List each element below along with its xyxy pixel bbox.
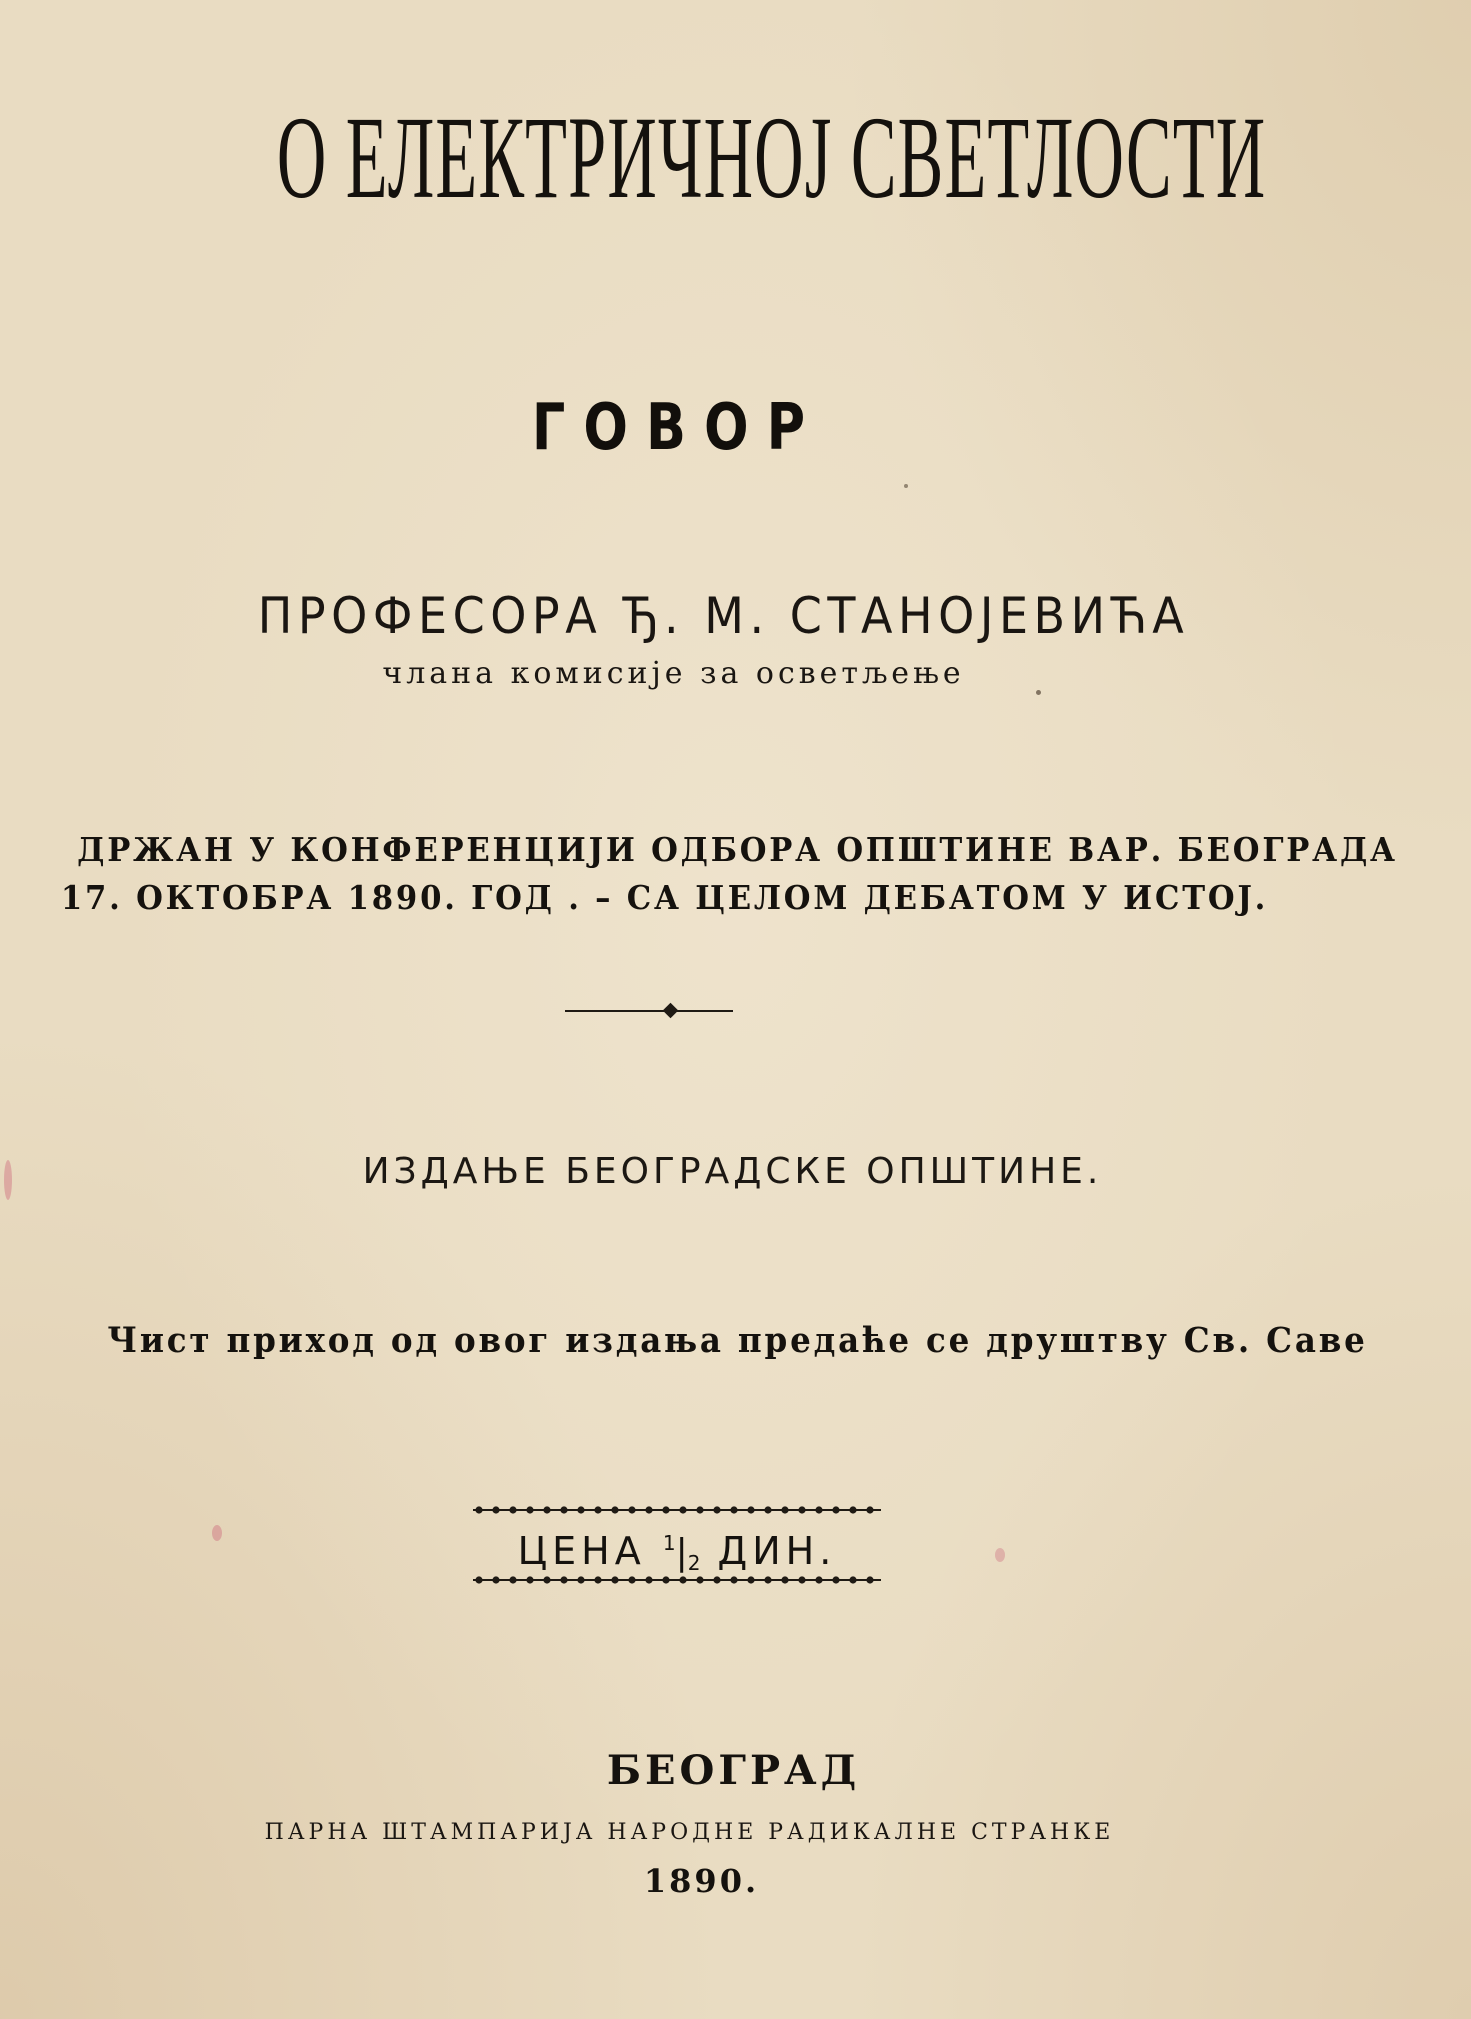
- bead: [628, 1576, 635, 1583]
- bead: [543, 1576, 550, 1583]
- edition-line: ИЗДАЊЕ БЕОГРАДСКЕ ОПШТИНЕ.: [362, 1151, 1103, 1192]
- bead: [611, 1506, 618, 1513]
- bead: [815, 1576, 822, 1583]
- ornament-dot: [663, 1003, 679, 1019]
- paper-fleck: [904, 484, 908, 488]
- author-role: члана комисије за осветљење: [382, 656, 965, 691]
- bead: [526, 1506, 533, 1513]
- bead: [594, 1576, 601, 1583]
- bead: [781, 1506, 788, 1513]
- bead: [849, 1506, 856, 1513]
- bead: [475, 1506, 482, 1513]
- bead: [696, 1576, 703, 1583]
- ornament-rule: [565, 1010, 733, 1012]
- bead: [594, 1506, 601, 1513]
- bead: [815, 1506, 822, 1513]
- bead: [577, 1576, 584, 1583]
- bead: [560, 1576, 567, 1583]
- bead: [713, 1576, 720, 1583]
- imprint-year: 1890.: [643, 1862, 760, 1900]
- bead: [509, 1576, 516, 1583]
- bead: [849, 1576, 856, 1583]
- bead: [747, 1506, 754, 1513]
- beaded-rule-top: [473, 1504, 881, 1516]
- imprint-printer: ПАРНА ШТАМПАРИЈА НАРОДНЕ РАДИКАЛНЕ СТРАНКЕ: [264, 1820, 1115, 1845]
- bead: [645, 1576, 652, 1583]
- bead: [560, 1506, 567, 1513]
- paper-fleck: [995, 1548, 1005, 1562]
- paper-fleck: [212, 1525, 222, 1541]
- fraction-denominator: 2: [687, 1551, 701, 1575]
- bead: [781, 1576, 788, 1583]
- bead: [696, 1506, 703, 1513]
- price-box: [473, 1500, 881, 1590]
- price-word: ЦЕНА: [517, 1529, 646, 1573]
- book-title: О ЕЛЕКТРИЧНОЈ СВЕТЛОСТИ: [276, 92, 1267, 223]
- bead: [645, 1506, 652, 1513]
- bead: [628, 1506, 635, 1513]
- bead: [832, 1576, 839, 1583]
- fraction-numerator: 1: [662, 1531, 676, 1555]
- bead: [543, 1506, 550, 1513]
- bead: [526, 1576, 533, 1583]
- bead: [577, 1506, 584, 1513]
- imprint-city: БЕОГРАД: [606, 1747, 861, 1794]
- bead: [679, 1576, 686, 1583]
- bead: [475, 1576, 482, 1583]
- paper-fleck: [4, 1160, 12, 1200]
- bead: [798, 1576, 805, 1583]
- bead: [798, 1506, 805, 1513]
- bead: [492, 1576, 499, 1583]
- bead: [764, 1506, 771, 1513]
- beaded-rule-bottom: [473, 1574, 881, 1586]
- bead: [611, 1576, 618, 1583]
- bead: [713, 1506, 720, 1513]
- price-currency: ДИН.: [717, 1529, 837, 1573]
- bead: [832, 1506, 839, 1513]
- bead: [866, 1506, 873, 1513]
- paper-fleck: [1036, 690, 1041, 695]
- bead: [764, 1576, 771, 1583]
- document-type: ГОВОР: [531, 391, 824, 465]
- bead: [730, 1576, 737, 1583]
- bead: [662, 1576, 669, 1583]
- bead: [509, 1506, 516, 1513]
- bead: [679, 1506, 686, 1513]
- proceeds-note: Чист приход од овог издања предаће се друштву Св. Саве: [107, 1320, 1368, 1361]
- bead: [747, 1576, 754, 1583]
- price-fraction: [663, 1529, 701, 1573]
- occasion-line-1: ДРЖАН У КОНФЕРЕНЦИЈИ ОДБОРА ОПШТИНЕ ВАР. БЕОГРАДА: [77, 830, 1398, 869]
- author-line: ПРОФЕСОРА Ђ. М. СТАНОЈЕВИЋА: [257, 587, 1190, 645]
- bead: [866, 1576, 873, 1583]
- bead: [662, 1506, 669, 1513]
- occasion-line-2: 17. ОКТОБРА 1890. ГОД . – СА ЦЕЛОМ ДЕБАТОМ У ИСТОЈ.: [60, 878, 1269, 917]
- bead: [492, 1506, 499, 1513]
- fraction-slash: |: [675, 1532, 688, 1573]
- bead: [730, 1506, 737, 1513]
